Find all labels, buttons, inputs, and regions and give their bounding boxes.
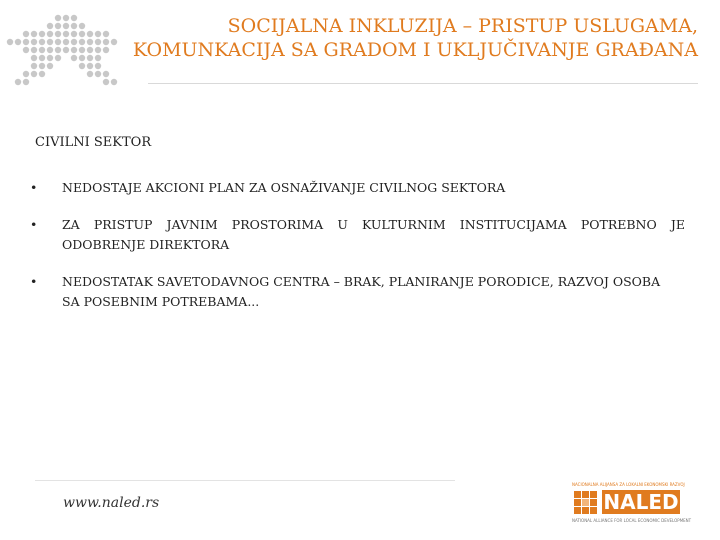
title-divider <box>148 83 698 84</box>
bullet-icon: • <box>30 217 38 232</box>
bullet-item <box>30 215 685 255</box>
bullet-icon: • <box>30 274 38 289</box>
naled-logo <box>572 482 692 526</box>
bullet-list <box>30 178 685 312</box>
bullet-text-continued: SA POSEBNIM POTREBAMA... <box>62 294 260 309</box>
logo-wordmark: NALED <box>603 490 679 514</box>
bullet-item <box>30 272 685 312</box>
logo-top-text: NACIONALNA ALIJANSA ZA LOKALNI EKONOMSKI RAZVOJ <box>572 482 685 487</box>
logo-bottom-text: NATIONAL ALLIANCE FOR LOCAL ECONOMIC DEVELOPMENT <box>572 518 692 523</box>
bullet-text-continued: ODOBRENJE DIREKTORA <box>62 237 230 252</box>
page-title <box>98 14 698 62</box>
bullet-icon: • <box>30 180 38 195</box>
bullet-text: ZA PRISTUP JAVNIM PROSTORIMA U KULTURNIM INSTITUCIJAMA POTREBNO JE <box>62 217 685 232</box>
title-line-1: SOCIJALNA INKLUZIJA – PRISTUP USLUGAMA, <box>227 15 698 37</box>
logo-grid-icon <box>574 491 598 515</box>
section-label: CIVILNI SEKTOR <box>35 135 152 150</box>
footer-divider <box>35 480 455 481</box>
bullet-text: NEDOSTAJE AKCIONI PLAN ZA OSNAŽIVANJE CIVILNOG SEKTORA <box>62 180 506 195</box>
bullet-text: NEDOSTATAK SAVETODAVNOG CENTRA – BRAK, PLANIRANJE PORODICE, RAZVOJ OSOBA <box>62 274 661 289</box>
title-line-2: KOMUNKACIJA SA GRADOM I UKLJUČIVANJE GRAĐANA <box>132 39 698 61</box>
website-link[interactable]: www.naled.rs <box>63 495 160 511</box>
bullet-item <box>30 178 685 198</box>
